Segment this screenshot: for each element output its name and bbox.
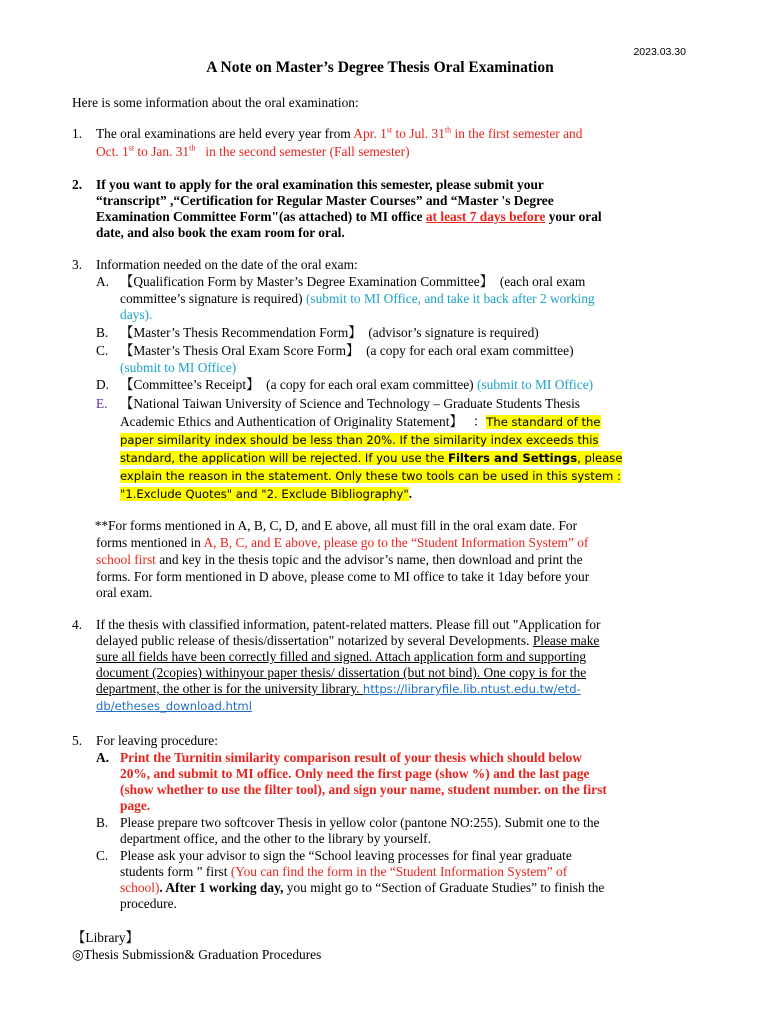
item-3a-line-1: 【Qualification Form by Master’s Degree Examination Committee】 (each oral exam — [120, 274, 586, 289]
document-title: A Note on Master’s Degree Thesis Oral Examination — [206, 59, 554, 76]
item-1-date-start: Apr. 1 — [353, 126, 387, 141]
item-3a-line-2 — [120, 291, 680, 308]
item-2-line-4: date, and also book the exam room for oral. — [96, 225, 345, 240]
item-1-line-1 — [96, 126, 696, 143]
intro-text: Here is some information about the oral examination: — [72, 95, 359, 110]
item-5b-line-1: Please prepare two softcover Thesis in yellow color (pantone NO:255). Submit one to the — [120, 815, 600, 830]
library-item: ◎Thesis Submission& Graduation Procedures — [72, 947, 322, 962]
item-1-date-start-2: Oct. 1 — [96, 144, 129, 159]
similarity-highlight: paper similarity index should be less than 20%. If the similarity index exceeds this — [120, 433, 599, 447]
similarity-highlight: The standard of the — [486, 415, 601, 429]
item-3-number: 3. — [72, 257, 83, 272]
item-4-underlined: department, the other is for the university library. — [96, 681, 363, 696]
item-1-date-end-2: to Jan. 31 — [134, 144, 190, 159]
item-5b-label: B. — [96, 815, 109, 830]
item-3b-label: B. — [96, 325, 109, 340]
item-5b-line-2: department office, and the other to the library by yourself. — [120, 831, 431, 846]
item-5a-line-1: Print the Turnitin similarity comparison result of your thesis which should below — [120, 750, 582, 765]
item-2-line-1: If you want to apply for the oral examination this semester, please submit your — [96, 177, 544, 192]
item-4-underlined: Please make — [532, 633, 600, 648]
item-5c-red: (You can find the form in the “Student Information System” of — [230, 864, 568, 879]
item-1-semester-1: in the first semester and — [451, 126, 583, 141]
item-5a-line-4: page. — [120, 798, 151, 813]
item-1-line-2 — [96, 144, 696, 161]
item-5-intro: For leaving procedure: — [96, 733, 218, 748]
forms-note-text: and key in the thesis topic and the advisor’s name, then download and print the — [155, 552, 583, 567]
item-3a-line-3: days). — [120, 307, 153, 322]
item-3c-line-2: (submit to MI Office) — [120, 360, 237, 375]
etheses-download-link[interactable]: https://libraryfile.lib.ntust.edu.tw/etd- — [362, 682, 581, 696]
item-5c-line-3 — [120, 880, 680, 897]
library-heading: 【Library】 — [72, 930, 139, 945]
item-5c-text: students form ” first — [120, 864, 231, 879]
item-1-date-end: to Jul. 31 — [392, 126, 445, 141]
document-date: 2023.03.30 — [633, 46, 686, 58]
forms-note-line-2 — [96, 535, 588, 552]
item-5a-line-3: (show whether to use the filter tool), and sign your name, student number. on the first — [120, 782, 607, 797]
item-1-sup: st — [128, 143, 135, 153]
item-1-sup: st — [386, 125, 393, 135]
item-1-sup: th — [444, 125, 452, 135]
similarity-highlight: standard, the application will be rejected. If you use the — [120, 451, 449, 465]
item-3a-note: (submit to MI Office, and take it back after 2 working — [305, 291, 595, 306]
item-3e-line-3 — [120, 431, 680, 449]
item-3e-period: . — [408, 486, 413, 501]
forms-note-text: forms mentioned in — [96, 535, 204, 550]
item-5-number: 5. — [72, 733, 83, 748]
similarity-highlight: , please — [577, 451, 623, 465]
item-3b-line-1: 【Master’s Thesis Recommendation Form】 (advisor’s signature is required) — [120, 325, 539, 340]
similarity-highlight: "1.Exclude Quotes" and "2. Exclude Bibliography" — [120, 487, 409, 501]
item-4-line-2 — [96, 633, 696, 650]
item-2-line-2: “transcript” ,“Certification for Regular Master Courses” and “Master 's Degree — [96, 193, 554, 208]
item-1-text: The oral examinations are held every year from — [96, 126, 354, 141]
forms-note-line-4: forms. For form mentioned in D above, please come to MI office to take it 1day before your — [96, 569, 590, 584]
item-3e-line-2 — [120, 413, 680, 431]
etheses-download-link[interactable]: db/etheses_download.html — [96, 699, 252, 713]
item-4-line-5 — [96, 681, 696, 698]
item-1-semester-2: in the second semester (Fall semester) — [195, 144, 410, 159]
item-5c-red: school) — [120, 880, 160, 895]
forms-note-red: A, B, C, and E above, please go to the “Student Information System” of — [203, 535, 589, 550]
item-3e-line-1: 【National Taiwan University of Science and Technology – Graduate Students Thesis — [120, 396, 581, 411]
item-4-line-3: sure all fields have been correctly filled and signed. Attach application form and supporting — [96, 649, 587, 664]
item-4-line-6 — [96, 698, 696, 715]
item-3e-label: E. — [96, 396, 108, 411]
item-5c-line-1: Please ask your advisor to sign the “School leaving processes for final year graduate — [120, 848, 572, 863]
item-5a-label: A. — [96, 750, 110, 765]
item-4-line-4: document (2copies) withinyour paper thesis/ dissertation (but not bind). One copy is for the — [96, 665, 587, 680]
item-3c-line-1: 【Master’s Thesis Oral Exam Score Form】 (a copy for each oral exam committee) — [120, 343, 574, 358]
item-5c-label: C. — [96, 848, 109, 863]
forms-note-red: school first — [96, 552, 156, 567]
forms-note-line-5: oral exam. — [96, 585, 153, 600]
item-4-text: delayed public release of thesis/dissertation" notarized by several Developments. — [96, 633, 533, 648]
item-5a-line-2: 20%, and submit to MI office. Only need the first page (show %) and the last page — [120, 766, 590, 781]
item-3e-line-4 — [120, 449, 680, 467]
item-3d-note: (submit to MI Office) — [476, 377, 594, 392]
item-2-line-3 — [96, 209, 696, 226]
item-2-number: 2. — [72, 177, 83, 192]
item-1-number: 1. — [72, 126, 83, 141]
item-3a-label: A. — [96, 274, 110, 289]
forms-note-line-1: **For forms mentioned in A, B, C, D, and E above, all must fill in the oral exam date. For — [88, 518, 578, 533]
item-2-text: your oral — [545, 209, 602, 224]
item-5c-text: you might go to “Section of Graduate Studies” to finish the — [283, 880, 605, 895]
item-3d-label: D. — [96, 377, 110, 392]
item-3e-line-6 — [120, 485, 680, 503]
similarity-highlight: explain the reason in the statement. Only these two tools can be used in this system : — [120, 469, 621, 483]
item-3a-text: committee’s signature is required) — [120, 291, 306, 306]
item-4-line-1: If the thesis with classified information, patent-related matters. Please fill out "Application for — [96, 617, 601, 632]
item-5c-line-4: procedure. — [120, 896, 177, 911]
item-3e-line-5 — [120, 467, 680, 485]
item-5c-line-2 — [120, 864, 680, 881]
item-2-text: Examination Committee Form"(as attached) to MI office — [96, 209, 426, 224]
filters-settings-text: Filters and Settings — [448, 451, 578, 465]
item-3d-text: 【Committee’s Receipt】 (a copy for each oral exam committee) — [120, 377, 477, 392]
forms-note-line-3 — [96, 552, 583, 569]
item-2-deadline: at least 7 days before — [425, 209, 546, 224]
item-3-intro: Information needed on the date of the oral exam: — [96, 257, 358, 272]
item-3e-text: Academic Ethics and Authentication of Originality Statement】 ： — [120, 414, 487, 429]
item-3d-line-1 — [120, 377, 680, 394]
item-3c-label: C. — [96, 343, 109, 358]
item-1-sup: th — [189, 143, 196, 153]
item-4-number: 4. — [72, 617, 83, 632]
item-5c-bold: . After 1 working day, — [159, 880, 284, 895]
